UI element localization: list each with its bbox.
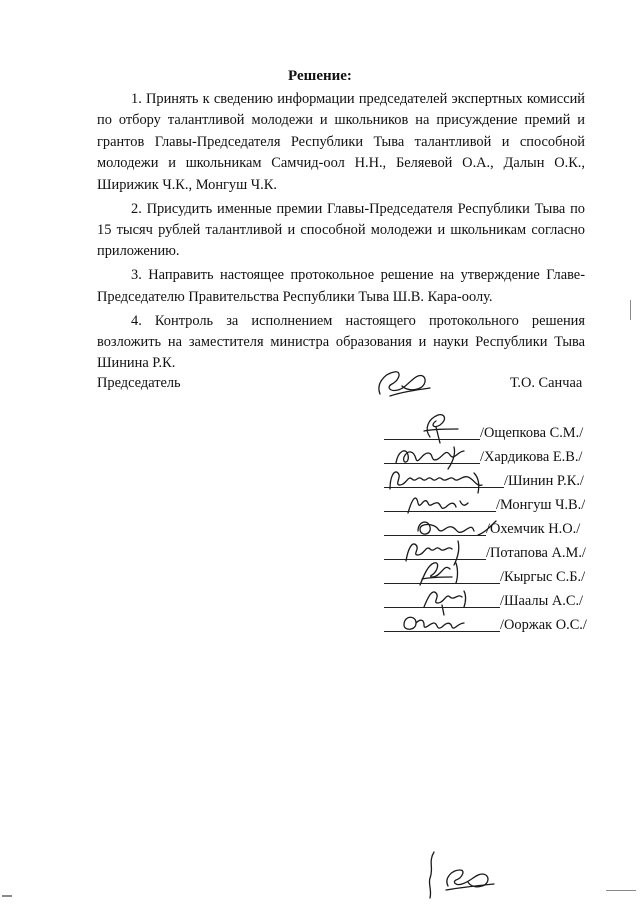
decision-item-2: 2. Присудить именные премии Главы-Председателя Республики Тыва по 15 тысяч рублей талантливой и способной молодежи и школьникам согласно приложению. — [97, 200, 585, 260]
member-name: /Ощепкова С.М./ — [480, 425, 584, 441]
member-name: /Кыргыс С.Б./ — [500, 569, 586, 585]
decision-item-3: 3. Направить настоящее протокольное решение на утверждение Главе-Председателю Правительства Республики Тыва Ш.В. Кара-оолу. — [97, 267, 585, 305]
scan-artifact — [606, 890, 636, 891]
decision-item-1: 1. Принять к сведению информации председателей экспертных комиссий по отбору талантливой молодежи и школьников на присуждение премий и грантов Главы-Председателя Республики Тыва талантливой и способной молодежи и школьникам Самчид-оол Н.Н., Беляевой О.А., Далын О.К., Ширижик Ч.К., Монгуш Ч.К. — [97, 91, 585, 193]
member-signature-row — [0, 591, 640, 615]
footer-initials-signature-icon — [418, 848, 498, 900]
decision-heading: Решение: — [288, 68, 352, 84]
chairman-name: Т.О. Санчаа — [510, 375, 583, 391]
decision-item-4: 4. Контроль за исполнением настоящего протокольного решения возложить на заместителя министра образования и науки Республики Тыва Шинина Р.К. — [97, 312, 585, 372]
member-signature-row — [0, 519, 640, 543]
chairman-label: Председатель — [97, 375, 181, 391]
member-signature-row — [0, 471, 640, 495]
handwritten-signature-icon — [410, 407, 466, 445]
member-name: /Шинин Р.К./ — [504, 473, 584, 489]
member-signature-row — [0, 567, 640, 591]
member-signature-row — [0, 447, 640, 471]
handwritten-signature-icon — [398, 609, 470, 639]
member-signature-row — [0, 495, 640, 519]
member-signature-row — [0, 615, 640, 639]
decision-body — [97, 89, 585, 377]
chairman-signature-icon — [372, 360, 432, 402]
member-signature-row — [0, 543, 640, 567]
scan-artifact — [630, 300, 631, 320]
member-name: /Хардикова Е.В./ — [480, 449, 583, 465]
scan-artifact — [2, 895, 12, 897]
member-name: /Ооржак О.С./ — [500, 617, 587, 633]
member-signature-row — [0, 423, 640, 447]
member-name: /Монгуш Ч.В./ — [496, 497, 586, 513]
member-name: /Шаалы А.С./ — [500, 593, 584, 609]
member-name: /Охемчик Н.О./ — [486, 521, 581, 537]
member-name: /Потапова А.М./ — [486, 545, 586, 561]
